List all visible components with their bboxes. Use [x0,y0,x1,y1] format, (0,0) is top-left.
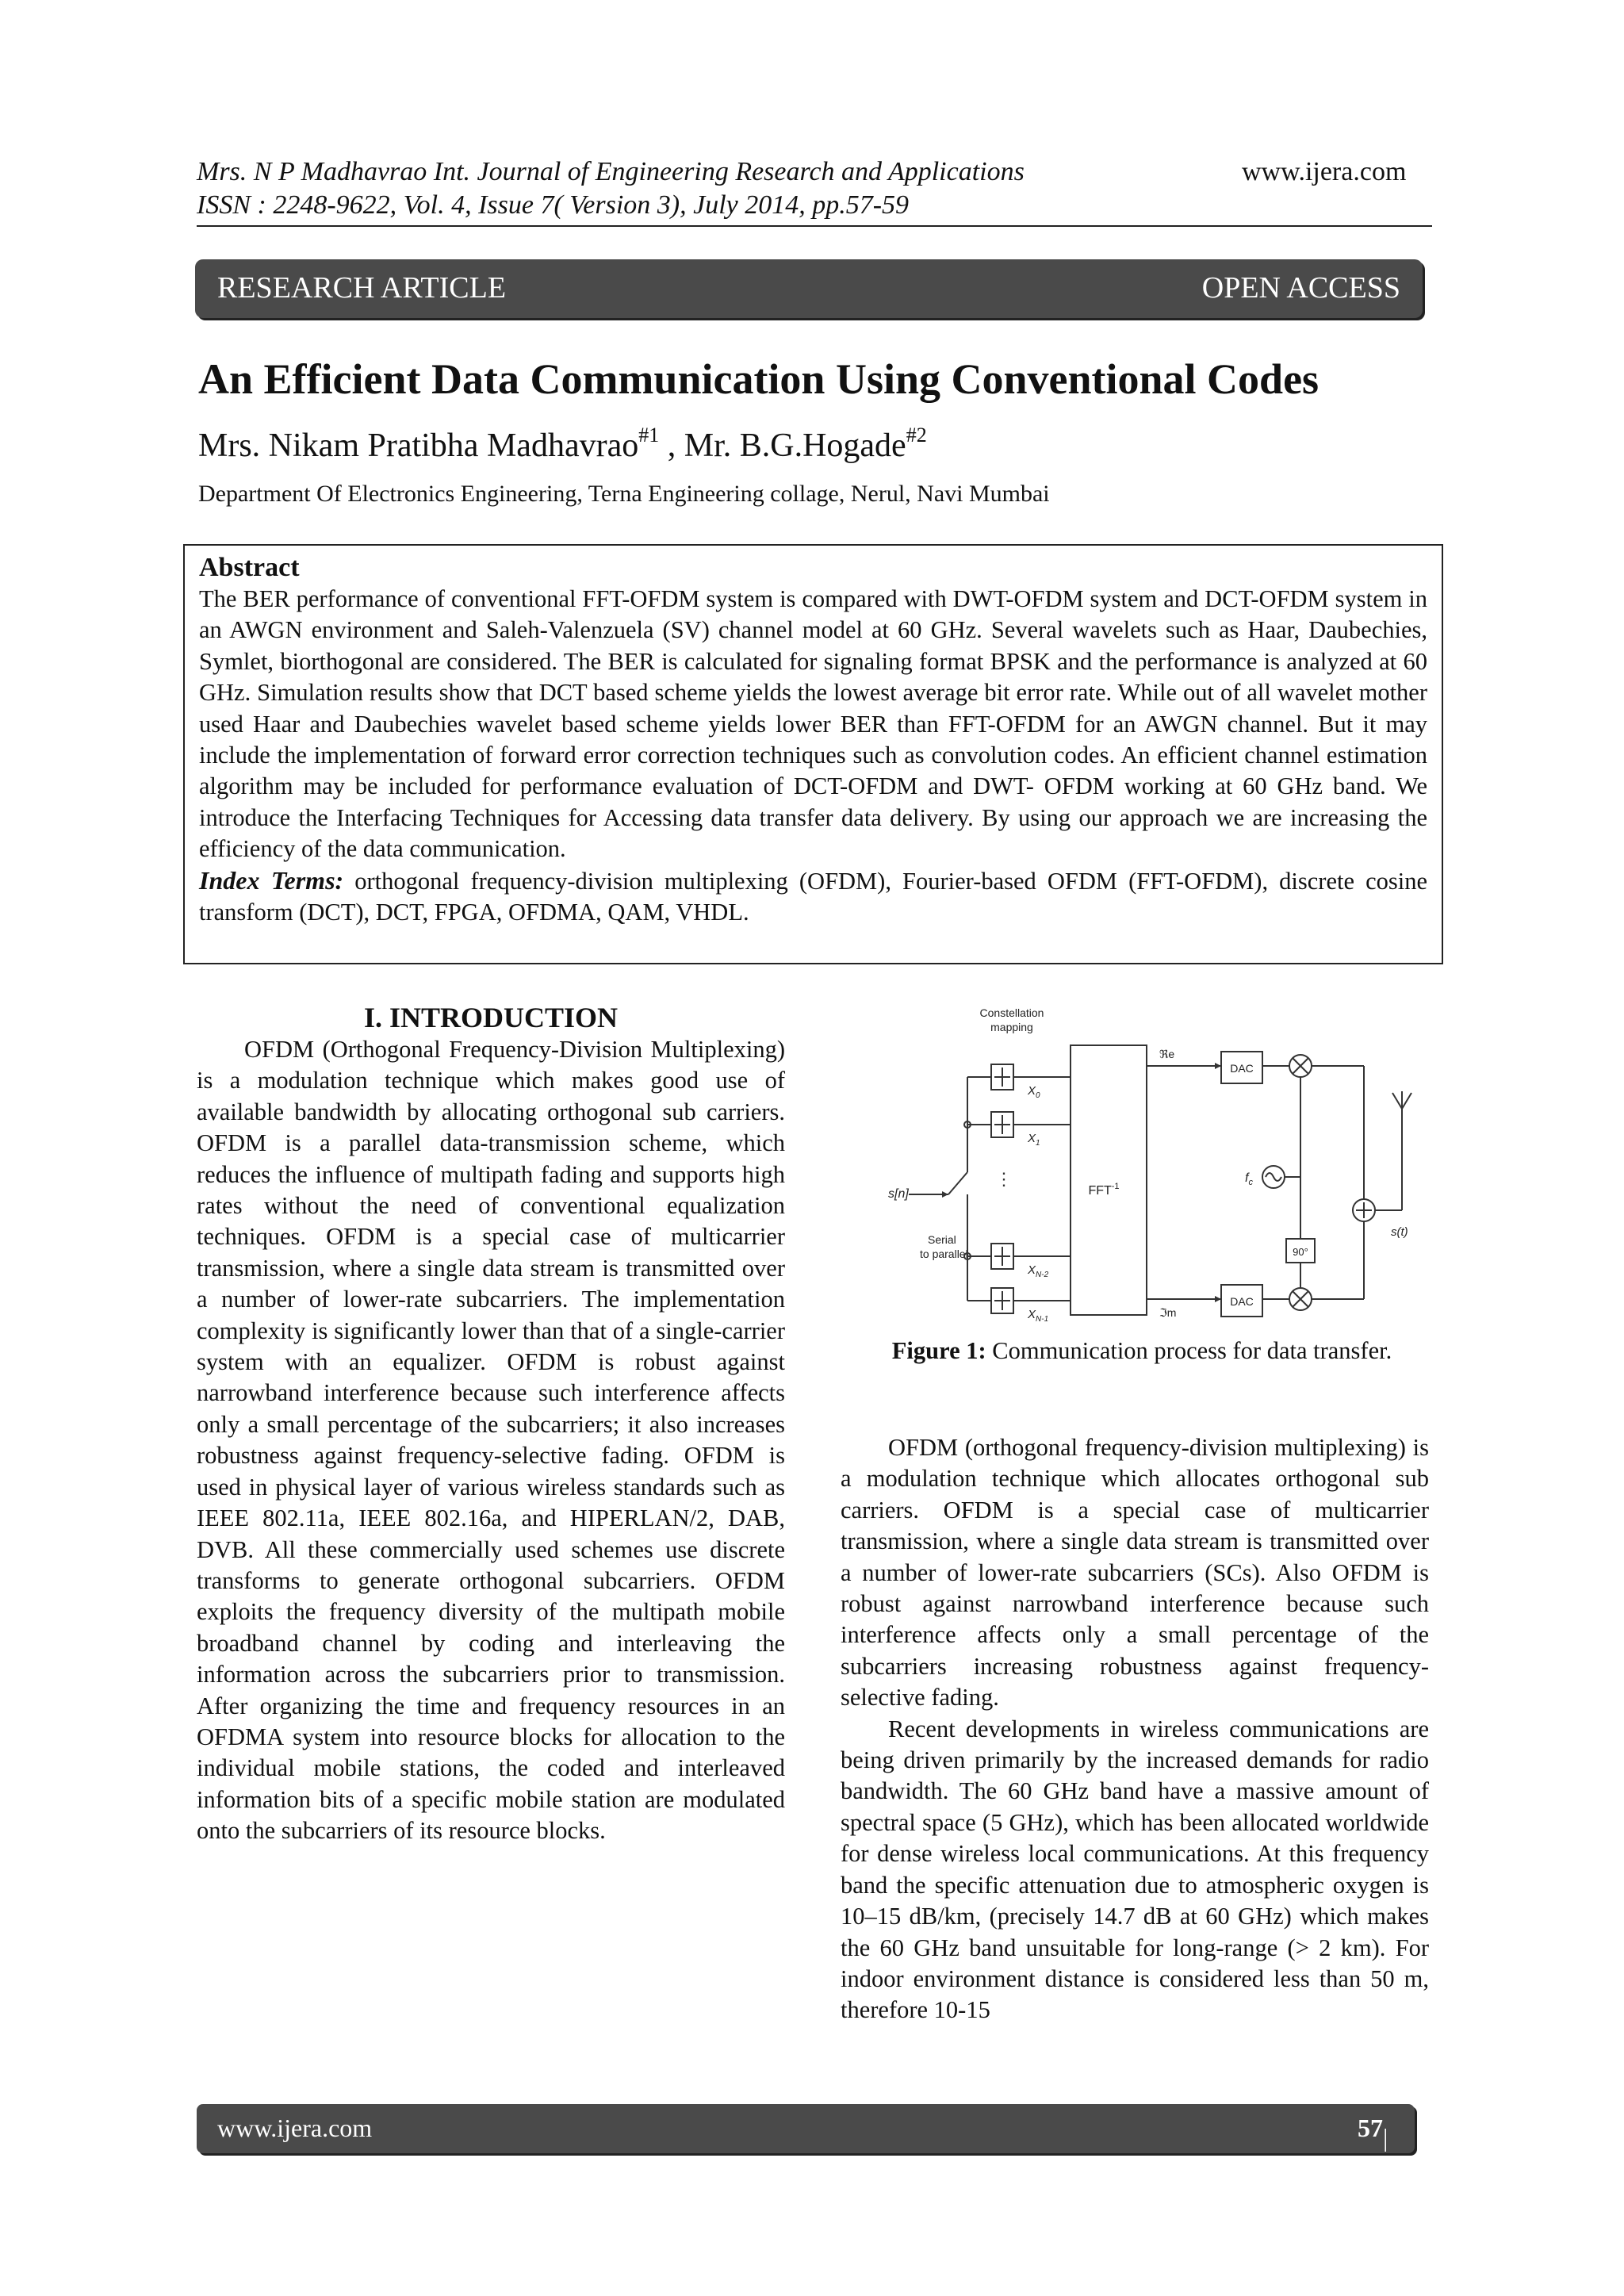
mapper-box-1 [991,1112,1013,1137]
header-rule [197,225,1432,227]
index-terms [199,865,1427,929]
figure-1-caption [888,1336,1396,1366]
author-1: Mrs. Nikam Pratibha Madhavrao [198,427,639,464]
ofdm-paragraph: OFDM (orthogonal frequency-division multiplexing) is a modulation technique which allocates orthogonal sub carriers. OFDM is a special case of multicarrier transmission, where a single data stream is transmitted over a number of lower-rate subcarriers (SCs). Also OFDM is robust against narrowband interference because such interference affects only a small percentage of the subcarriers increasing robustness against frequency-selective fading. [841,1434,1429,1711]
right-column [841,1432,1429,2026]
header-website: www.ijera.com [1242,157,1407,186]
paper-title: An Efficient Data Communication Using Conventional Codes [198,355,1320,403]
page-number-value: 57 [1358,2114,1383,2142]
issn-line: ISSN : 2248-9622, Vol. 4, Issue 7( Version 3), July 2014, pp.57-59 [197,190,910,220]
mapper-box-n-2 [991,1244,1013,1269]
article-type-banner [195,259,1423,318]
author-1-affil-mark: #1 [638,424,660,447]
left-column [197,1001,785,1847]
ifft-block [1071,1045,1147,1315]
introduction-heading: I. INTRODUCTION [363,1002,619,1033]
index-terms-text: orthogonal frequency-division multiplexing (OFDM), Fourier-based OFDM (FFT-OFDM), discrete cosine transform (DCT), DCT, FPGA, OFDMA, QAM, VHDL. [199,867,1427,926]
research-article-label: RESEARCH ARTICLE [217,271,507,305]
carrier-freq-label: $f_c$ [1245,1171,1253,1187]
index-terms-label: Index Terms: [199,865,344,895]
wireless-paragraph: Recent developments in wireless communications are being driven primarily by the increased demands for radio bandwidth. The 60 GHz band have a massive amount of spectral space (5 GHz), which has been allocated worldwide for dense wireless local communications. At this frequency band the specific attenuation due to atmospheric oxygen is 10–15 dB/km, (precisely 14.7 dB at 60 GHz) which makes the 60 GHz band unsuitable for long-range (> 2 km). For indoor environment distance is considered less than 50 m, therefore 10-15 [841,1715,1429,2024]
abstract-body: The BER performance of conventional FFT-OFDM system is compared with DWT-OFDM system and DCT-OFDM system in an AWGN environment and Saleh-Valenzuela (SV) channel model at 60 GHz. Several wavelets such as Haar, Daubechies, Symlet, biorthogonal are considered. The BER is calculated for signaling format BPSK and the performance is analyzed at 60 GHz. Simulation results show that DCT based scheme yields the lowest average bit error rate. While out of all wavelet mother used Haar and Daubechies wavelet based scheme yields lower BER than FFT-OFDM for an AWGN channel. But it may include the implementation of forward error correction techniques such as convolution codes. An efficient channel estimation algorithm may be included for performance evaluation of DCT-OFDM and DWT- OFDM working at 60 GHz band. We introduce the Interfacing Techniques for Accessing data transfer data delivery. By using our approach we are increasing the efficiency of the data communication. [199,585,1427,863]
page-number-label: | P a g e [1383,2123,1396,2269]
affiliation: Department Of Electronics Engineering, Terna Engineering collage, Nerul, Navi Mumbai [198,481,1050,507]
ofdm-block-diagram [872,1006,1427,1339]
real-part-label: ℜe [1159,1048,1175,1060]
to-parallel-label: to parallel [920,1248,968,1260]
footer-website: www.ijera.com [217,2114,373,2142]
xn2-label: $X_{N-2}$ [1028,1263,1049,1279]
ifft-label: $FFT^{-1}$ [1088,1182,1120,1198]
author-separator: , [659,427,684,464]
page-footer [197,2104,1415,2269]
author-2-affil-mark: #2 [906,424,927,447]
abstract-box [183,544,1443,964]
serial-label: Serial [928,1233,956,1246]
mapping-label: mapping [990,1021,1033,1033]
dac-lower-label: DAC [1230,1295,1254,1308]
xn1-label: $X_{N-1}$ [1028,1308,1049,1324]
serial-switch [948,1172,967,1194]
intro-paragraph: OFDM (Orthogonal Frequency-Division Multiplexing) is a modulation technique which makes good use of available bandwidth by allocating orthogonal sub carriers. OFDM is a parallel data-transmission scheme, which reduces the influence of multipath fading and supports high rates without the need of conventional equalization techniques. OFDM is a special case of multicarrier transmission, where a single data stream is transmitted over a number of lower-rate subcarriers. The implementation complexity is significantly lower than that of a single-carrier system with an equalizer. OFDM is robust against narrowband interference because such interference affects only a small percentage of the subcarriers; it also increases robustness against frequency-selective fading. OFDM is used in physical layer of various wireless standards such as IEEE 802.11a, IEEE 802.16a, and HIPERLAN/2, DAB, DVB. All these commercially used schemes use discrete transforms to generate orthogonal subcarriers. OFDM exploits the frequency diversity of the multipath mobile broadband channel by coding and interleaving the information across the subcarriers prior to transmission. After organizing the time and frequency resources in an OFDMA system into resource blocks for allocation to the individual mobile stations, the coded and interleaved information bits of a specific mobile station are modulated onto the subcarriers of its resource blocks. [197,1036,785,1845]
mapper-box-0 [991,1064,1013,1090]
mapper-box-n-1 [991,1288,1013,1313]
figure-1-label: Figure 1: [891,1337,986,1364]
authors [198,424,927,465]
imag-part-label: ℑm [1159,1306,1177,1319]
constellation-label: Constellation [979,1006,1044,1019]
x0-label: $X_0$ [1028,1084,1040,1100]
abstract-heading: Abstract [199,553,300,582]
page-number [1358,2114,1396,2269]
input-signal-label: s[n] [888,1187,909,1201]
output-signal-label: s(t) [1391,1225,1408,1239]
open-access-label: OPEN ACCESS [1201,271,1400,305]
dac-upper-label: DAC [1230,1062,1254,1075]
figure-1-caption-text: Communication process for data transfer. [986,1337,1392,1364]
x1-label: $X_1$ [1028,1132,1040,1148]
svg-text:⋮: ⋮ [995,1169,1013,1189]
journal-line: Mrs. N P Madhavrao Int. Journal of Engineering Research and Applications [197,157,1025,186]
author-2: Mr. B.G.Hogade [684,427,906,464]
phase-shift-label: 90° [1293,1246,1308,1258]
